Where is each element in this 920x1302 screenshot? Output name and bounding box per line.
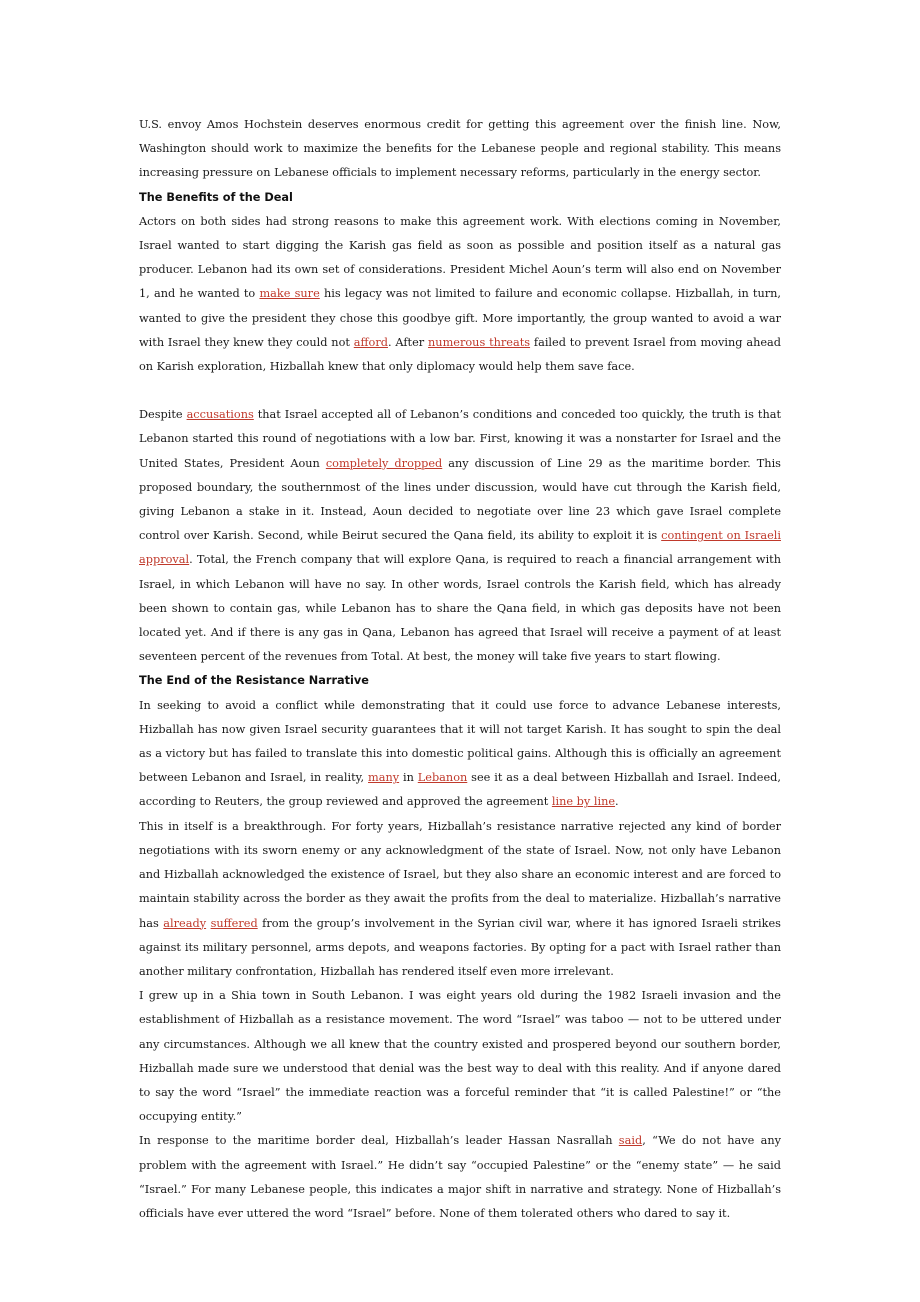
link-afford[interactable]: afford [353, 335, 388, 349]
link-accusations[interactable]: accusations [186, 408, 254, 422]
link-contingent-on-israeli-approval[interactable]: contingent on Israeli approval [139, 529, 781, 567]
link-suffered[interactable]: suffered [210, 916, 258, 930]
paragraph-nasrallah-response: In response to the maritime border deal, Hizballah’s leader Hassan Nasrallah said, “We do not have any problem with the agreement with Israel.” He didn’t say “occupied Palestine” or the “enemy state” — he said “Israel.” For many Lebanese people, this indicates a major shift in narrative and strategy. None of Hizballah’s officials have ever uttered the word “Israel” before. None of them tolerated others who dared to say it. [139, 1134, 781, 1220]
paragraph-spacer [139, 379, 781, 403]
heading-benefits-of-the-deal: The Benefits of the Deal [139, 190, 293, 204]
article-body [139, 113, 781, 1226]
paragraph-intro: U.S. envoy Amos Hochstein deserves enormous credit for getting this agreement over the finish line. Now, Washington should work to maximize the benefits for the Lebanese people and regional stability. This means increasing pressure on Lebanese officials to implement necessary reforms, particularly in the energy sector. [139, 118, 781, 180]
paragraph-personal-story: I grew up in a Shia town in South Lebanon. I was eight years old during the 1982 Israeli invasion and the establishment of Hizballah as a resistance movement. The word “Israel” was taboo — not to be uttered under any circumstances. Although we all knew that the country existed and prospered beyond our southern border, Hizballah made sure we understood that denial was the best way to deal with this reality. And if anyone dared to say the word “Israel” the immediate reaction was a forceful reminder that “it is called Palestine!” or “the occupying entity.” [139, 989, 781, 1124]
link-numerous-threats[interactable]: numerous threats [428, 335, 531, 349]
paragraph-benefits: Actors on both sides had strong reasons to make this agreement work. With elections coming in November, Israel wanted to start digging the Karish gas field as soon as possible and position itself as a natural gas producer. Lebanon had its own set of considerations. President Michel Aoun’s term will also end on November 1, and he wanted to make sure his legacy was not limited to failure and economic collapse. Hizballah, in turn, wanted to give the president they chose this goodbye gift. More importantly, the group wanted to avoid a war with Israel they knew they could not afford. After numerous threats failed to prevent Israel from moving ahead on Karish exploration, Hizballah knew that only diplomacy would help them save face. [139, 214, 781, 374]
link-many[interactable]: many [368, 771, 400, 785]
link-make-sure[interactable]: make sure [259, 287, 320, 301]
link-lebanon[interactable]: Lebanon [417, 771, 468, 785]
link-already[interactable]: already [163, 916, 207, 930]
link-said[interactable]: said [618, 1134, 643, 1148]
link-completely-dropped[interactable]: completely dropped [325, 456, 443, 470]
paragraph-security-guarantees: In seeking to avoid a conflict while demonstrating that it could use force to advance Lebanese interests, Hizballah has now given Israel security guarantees that it will not target Karish. It has sought to spin the deal as a victory but has failed to translate this into domestic political gains. Although this is officially an agreement between Lebanon and Israel, in reality, many in Lebanon see it as a deal between Hizballah and Israel. Indeed, according to Reuters, the group reviewed and approved the agreement line by line. [139, 698, 781, 809]
heading-end-of-resistance-narrative: The End of the Resistance Narrative [139, 674, 369, 688]
link-line-by-line[interactable]: line by line [551, 795, 616, 809]
paragraph-low-bar: Despite accusations that Israel accepted all of Lebanon’s conditions and conceded too quickly, the truth is that Lebanon started this round of negotiations with a low bar. First, knowing it was a nonstarter for Israel and the United States, President Aoun completely dropped any discussion of Line 29 as the maritime border. This proposed boundary, the southernmost of the lines under discussion, would have cut through the Karish field, giving Lebanon a stake in it. Instead, Aoun decided to negotiate over line 23 which gave Israel complete control over Karish. Second, while Beirut secured the Qana field, its ability to exploit it is contingent on Israeli approval. Total, the French company that will explore Qana, is required to reach a financial arrangement with Israel, in which Lebanon will have no say. In other words, Israel controls the Karish field, which has already been shown to contain gas, while Lebanon has to share the Qana field, in which gas deposits have not been located yet. And if there is any gas in Qana, Lebanon has agreed that Israel will receive a payment of at least seventeen percent of the revenues from Total. At best, the money will take five years to start flowing. [139, 408, 781, 664]
paragraph-breakthrough: This in itself is a breakthrough. For forty years, Hizballah’s resistance narrative rejected any kind of border negotiations with its sworn enemy or any acknowledgment of the state of Israel. Now, not only have Lebanon and Hizballah acknowledged the existence of Israel, but they also share an economic interest and are forced to maintain stability across the border as they await the profits from the deal to materialize. Hizballah’s narrative has already suffered from the group’s involvement in the Syrian civil war, where it has ignored Israeli strikes against its military personnel, arms depots, and weapons factories. By opting for a pact with Israel rather than another military confrontation, Hizballah has rendered itself even more irrelevant. [139, 819, 781, 978]
